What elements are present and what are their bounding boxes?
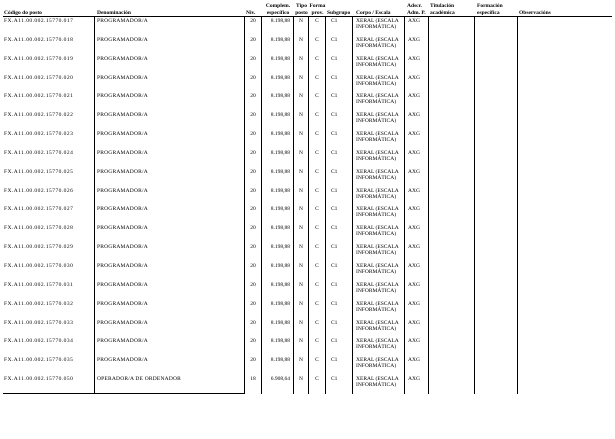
cell-formacion: [475, 187, 518, 206]
cell-subgrupo: C1: [326, 92, 353, 111]
cell-adscr: AXG: [405, 74, 429, 93]
cell-formacion: [475, 149, 518, 168]
cell-tipo: N: [294, 205, 309, 224]
cell-subgrupo: C1: [326, 300, 353, 319]
cell-formacion: [475, 262, 518, 281]
cell-titulacion: [429, 243, 475, 262]
cell-complem: 8.198,88: [262, 36, 294, 55]
cell-subgrupo: C1: [326, 356, 353, 375]
cell-tipo: N: [294, 375, 309, 394]
cell-tipo: N: [294, 319, 309, 338]
cell-complem: 8.198,88: [262, 111, 294, 130]
cell-corpo-escala: XERAL (ESCALA INFORMÁTICA): [353, 281, 405, 300]
header-line2: académica: [430, 9, 455, 16]
table-header: [3, 1, 612, 17]
cell-formacion: [475, 205, 518, 224]
header-line1: Complem.: [265, 3, 291, 9]
table-row: [3, 375, 612, 394]
cell-denominacion: PROGRAMADOR/A: [95, 224, 245, 243]
table-row: [3, 55, 612, 74]
table-row: [3, 36, 612, 55]
cell-corpo-escala: XERAL (ESCALA INFORMÁTICA): [353, 187, 405, 206]
cell-titulacion: [429, 337, 475, 356]
cell-corpo-escala: XERAL (ESCALA INFORMÁTICA): [353, 356, 405, 375]
header-line2: Subgrupo: [327, 9, 351, 16]
cell-observacions: [518, 74, 612, 93]
cell-niv: 20: [245, 243, 262, 262]
cell-titulacion: [429, 356, 475, 375]
cell-titulacion: [429, 74, 475, 93]
header-tipo-posto: [294, 3, 309, 16]
cell-observacions: [518, 262, 612, 281]
cell-subgrupo: C1: [326, 17, 353, 36]
table-row: [3, 168, 612, 187]
cell-niv: 20: [245, 17, 262, 36]
header-line1: Formación: [477, 3, 503, 9]
cell-adscr: AXG: [405, 224, 429, 243]
cell-adscr: AXG: [405, 130, 429, 149]
cell-tipo: N: [294, 17, 309, 36]
cell-subgrupo: C1: [326, 55, 353, 74]
cell-titulacion: [429, 224, 475, 243]
cell-tipo: N: [294, 55, 309, 74]
header-line2: Denominación: [97, 9, 131, 16]
cell-observacions: [518, 281, 612, 300]
cell-titulacion: [429, 205, 475, 224]
cell-adscr: AXG: [405, 187, 429, 206]
cell-complem: 8.198,88: [262, 17, 294, 36]
cell-denominacion: PROGRAMADOR/A: [95, 281, 245, 300]
cell-corpo-escala: XERAL (ESCALA INFORMÁTICA): [353, 168, 405, 187]
cell-tipo: N: [294, 243, 309, 262]
cell-codigo: FX.A11.00.002.15770.034: [3, 337, 95, 356]
cell-forma: C: [309, 187, 326, 206]
cell-adscr: AXG: [405, 337, 429, 356]
cell-adscr: AXG: [405, 262, 429, 281]
cell-forma: C: [309, 130, 326, 149]
cell-niv: 20: [245, 111, 262, 130]
cell-niv: 20: [245, 168, 262, 187]
cell-corpo-escala: XERAL (ESCALA INFORMÁTICA): [353, 111, 405, 130]
header-forma-provision: [309, 3, 326, 16]
cell-corpo-escala: XERAL (ESCALA INFORMÁTICA): [353, 224, 405, 243]
header-nivel: [245, 10, 262, 17]
cell-subgrupo: C1: [326, 74, 353, 93]
cell-titulacion: [429, 319, 475, 338]
cell-niv: 20: [245, 187, 262, 206]
cell-formacion: [475, 375, 518, 394]
table-bottom-rule: [3, 393, 245, 394]
cell-tipo: N: [294, 111, 309, 130]
cell-titulacion: [429, 262, 475, 281]
cell-codigo: FX.A11.00.002.15770.020: [3, 74, 95, 93]
cell-codigo: FX.A11.00.002.15770.028: [3, 224, 95, 243]
cell-adscr: AXG: [405, 149, 429, 168]
cell-forma: C: [309, 74, 326, 93]
cell-niv: 20: [245, 205, 262, 224]
table-row: [3, 356, 612, 375]
cell-forma: C: [309, 168, 326, 187]
cell-titulacion: [429, 300, 475, 319]
header-line2: Corpo / Escala: [356, 9, 391, 16]
header-codigo: [3, 10, 95, 17]
cell-denominacion: PROGRAMADOR/A: [95, 262, 245, 281]
cell-formacion: [475, 130, 518, 149]
cell-titulacion: [429, 168, 475, 187]
cell-observacions: [518, 36, 612, 55]
cell-niv: 20: [245, 224, 262, 243]
cell-forma: C: [309, 17, 326, 36]
cell-observacions: [518, 55, 612, 74]
cell-titulacion: [429, 36, 475, 55]
cell-observacions: [518, 168, 612, 187]
cell-denominacion: PROGRAMADOR/A: [95, 319, 245, 338]
header-line2: posto: [295, 9, 308, 16]
table-row: [3, 187, 612, 206]
cell-titulacion: [429, 111, 475, 130]
cell-observacions: [518, 130, 612, 149]
cell-formacion: [475, 337, 518, 356]
cell-forma: C: [309, 281, 326, 300]
cell-denominacion: PROGRAMADOR/A: [95, 55, 245, 74]
cell-complem: 8.198,88: [262, 149, 294, 168]
cell-formacion: [475, 243, 518, 262]
cell-complem: 8.198,88: [262, 55, 294, 74]
cell-formacion: [475, 92, 518, 111]
cell-denominacion: PROGRAMADOR/A: [95, 17, 245, 36]
cell-formacion: [475, 224, 518, 243]
cell-forma: C: [309, 111, 326, 130]
cell-tipo: N: [294, 224, 309, 243]
cell-codigo: FX.A11.00.002.15770.019: [3, 55, 95, 74]
table-body: [3, 17, 612, 394]
header-line1: Titulación: [430, 3, 455, 9]
table-row: [3, 319, 612, 338]
cell-subgrupo: C1: [326, 281, 353, 300]
cell-formacion: [475, 300, 518, 319]
cell-complem: 6.908,64: [262, 375, 294, 394]
cell-forma: C: [309, 356, 326, 375]
cell-denominacion: PROGRAMADOR/A: [95, 243, 245, 262]
cell-adscr: AXG: [405, 243, 429, 262]
cell-observacions: [518, 149, 612, 168]
cell-adscr: AXG: [405, 319, 429, 338]
table-row: [3, 17, 612, 36]
cell-adscr: AXG: [405, 168, 429, 187]
cell-observacions: [518, 243, 612, 262]
header-subgrupo: [326, 10, 353, 17]
cell-complem: 8.198,88: [262, 205, 294, 224]
cell-titulacion: [429, 149, 475, 168]
cell-forma: C: [309, 149, 326, 168]
cell-observacions: [518, 111, 612, 130]
cell-complem: 8.198,88: [262, 187, 294, 206]
cell-forma: C: [309, 205, 326, 224]
cell-formacion: [475, 74, 518, 93]
cell-complem: 8.198,88: [262, 74, 294, 93]
cell-denominacion: PROGRAMADOR/A: [95, 168, 245, 187]
cell-forma: C: [309, 262, 326, 281]
cell-niv: 18: [245, 375, 262, 394]
cell-niv: 20: [245, 92, 262, 111]
cell-codigo: FX.A11.00.002.15770.022: [3, 111, 95, 130]
cell-formacion: [475, 319, 518, 338]
cell-subgrupo: C1: [326, 243, 353, 262]
cell-adscr: AXG: [405, 55, 429, 74]
cell-codigo: FX.A11.00.002.15770.017: [3, 17, 95, 36]
cell-codigo: FX.A11.00.002.15770.024: [3, 149, 95, 168]
cell-formacion: [475, 281, 518, 300]
table-row: [3, 281, 612, 300]
header-observacions: [518, 10, 612, 17]
cell-subgrupo: C1: [326, 111, 353, 130]
cell-denominacion: PROGRAMADOR/A: [95, 337, 245, 356]
cell-complem: 8.198,88: [262, 300, 294, 319]
cell-observacions: [518, 224, 612, 243]
cell-codigo: FX.A11.00.002.15770.033: [3, 319, 95, 338]
cell-tipo: N: [294, 36, 309, 55]
cell-titulacion: [429, 92, 475, 111]
cell-forma: C: [309, 224, 326, 243]
cell-tipo: N: [294, 149, 309, 168]
cell-tipo: N: [294, 356, 309, 375]
cell-adscr: AXG: [405, 92, 429, 111]
cell-codigo: FX.A11.00.002.15770.025: [3, 168, 95, 187]
cell-subgrupo: C1: [326, 36, 353, 55]
cell-observacions: [518, 356, 612, 375]
posts-table: [3, 1, 612, 394]
cell-adscr: AXG: [405, 375, 429, 394]
cell-corpo-escala: XERAL (ESCALA INFORMÁTICA): [353, 92, 405, 111]
cell-corpo-escala: XERAL (ESCALA INFORMÁTICA): [353, 205, 405, 224]
cell-denominacion: PROGRAMADOR/A: [95, 111, 245, 130]
cell-subgrupo: C1: [326, 319, 353, 338]
cell-codigo: FX.A11.00.002.15770.050: [3, 375, 95, 394]
cell-titulacion: [429, 130, 475, 149]
cell-titulacion: [429, 375, 475, 394]
cell-tipo: N: [294, 74, 309, 93]
cell-niv: 20: [245, 300, 262, 319]
table-row: [3, 92, 612, 111]
cell-corpo-escala: XERAL (ESCALA INFORMÁTICA): [353, 17, 405, 36]
header-line2: Observacións: [519, 9, 551, 16]
cell-denominacion: PROGRAMADOR/A: [95, 205, 245, 224]
cell-forma: C: [309, 36, 326, 55]
table-row: [3, 300, 612, 319]
cell-complem: 8.198,88: [262, 319, 294, 338]
cell-tipo: N: [294, 337, 309, 356]
header-line2: Niv.: [246, 9, 256, 16]
cell-corpo-escala: XERAL (ESCALA INFORMÁTICA): [353, 36, 405, 55]
cell-observacions: [518, 375, 612, 394]
cell-subgrupo: C1: [326, 187, 353, 206]
cell-niv: 20: [245, 319, 262, 338]
cell-complem: 8.198,88: [262, 262, 294, 281]
cell-formacion: [475, 55, 518, 74]
cell-titulacion: [429, 281, 475, 300]
cell-codigo: FX.A11.00.002.15770.023: [3, 130, 95, 149]
header-line2: Código do posto: [4, 9, 42, 16]
cell-tipo: N: [294, 281, 309, 300]
header-formacion-especifica: [475, 3, 518, 16]
header-line1: Forma: [309, 3, 326, 9]
cell-forma: C: [309, 337, 326, 356]
cell-denominacion: PROGRAMADOR/A: [95, 300, 245, 319]
header-corpo-escala: [353, 10, 405, 17]
cell-codigo: FX.A11.00.002.15770.035: [3, 356, 95, 375]
cell-complem: 8.198,88: [262, 224, 294, 243]
cell-titulacion: [429, 17, 475, 36]
cell-complem: 8.198,88: [262, 281, 294, 300]
table-row: [3, 149, 612, 168]
cell-formacion: [475, 168, 518, 187]
cell-formacion: [475, 356, 518, 375]
table-row: [3, 205, 612, 224]
cell-niv: 20: [245, 356, 262, 375]
cell-codigo: FX.A11.00.002.15770.021: [3, 92, 95, 111]
cell-adscr: AXG: [405, 205, 429, 224]
cell-tipo: N: [294, 92, 309, 111]
cell-corpo-escala: XERAL (ESCALA INFORMÁTICA): [353, 375, 405, 394]
table-row: [3, 224, 612, 243]
cell-complem: 8.198,88: [262, 243, 294, 262]
cell-subgrupo: C1: [326, 130, 353, 149]
cell-subgrupo: C1: [326, 168, 353, 187]
cell-corpo-escala: XERAL (ESCALA INFORMÁTICA): [353, 55, 405, 74]
cell-tipo: N: [294, 300, 309, 319]
cell-corpo-escala: XERAL (ESCALA INFORMÁTICA): [353, 262, 405, 281]
cell-subgrupo: C1: [326, 262, 353, 281]
cell-observacions: [518, 205, 612, 224]
cell-adscr: AXG: [405, 281, 429, 300]
table-row: [3, 130, 612, 149]
cell-denominacion: PROGRAMADOR/A: [95, 74, 245, 93]
cell-denominacion: PROGRAMADOR/A: [95, 36, 245, 55]
cell-forma: C: [309, 300, 326, 319]
header-line1: Tipo: [296, 3, 307, 9]
cell-niv: 20: [245, 337, 262, 356]
cell-subgrupo: C1: [326, 149, 353, 168]
cell-complem: 8.198,88: [262, 337, 294, 356]
cell-forma: C: [309, 319, 326, 338]
cell-denominacion: PROGRAMADOR/A: [95, 130, 245, 149]
cell-corpo-escala: XERAL (ESCALA INFORMÁTICA): [353, 130, 405, 149]
cell-niv: 20: [245, 130, 262, 149]
header-line2: específica: [477, 9, 500, 16]
header-line2: Adm. P.: [407, 9, 426, 16]
header-adscricion-adm: [405, 3, 429, 16]
cell-codigo: FX.A11.00.002.15770.031: [3, 281, 95, 300]
cell-complem: 8.198,88: [262, 168, 294, 187]
cell-corpo-escala: XERAL (ESCALA INFORMÁTICA): [353, 300, 405, 319]
cell-denominacion: OPERADOR/A DE ORDENADOR: [95, 375, 245, 394]
cell-tipo: N: [294, 187, 309, 206]
cell-titulacion: [429, 55, 475, 74]
cell-observacions: [518, 300, 612, 319]
cell-formacion: [475, 17, 518, 36]
cell-subgrupo: C1: [326, 224, 353, 243]
cell-forma: C: [309, 375, 326, 394]
header-titulacion-academica: [429, 3, 475, 16]
cell-codigo: FX.A11.00.002.15770.032: [3, 300, 95, 319]
header-line1: Adscr.: [407, 3, 422, 9]
cell-codigo: FX.A11.00.002.15770.026: [3, 187, 95, 206]
cell-forma: C: [309, 55, 326, 74]
cell-niv: 20: [245, 281, 262, 300]
cell-titulacion: [429, 187, 475, 206]
cell-subgrupo: C1: [326, 375, 353, 394]
cell-tipo: N: [294, 262, 309, 281]
cell-corpo-escala: XERAL (ESCALA INFORMÁTICA): [353, 149, 405, 168]
cell-complem: 8.198,88: [262, 356, 294, 375]
cell-subgrupo: C1: [326, 205, 353, 224]
table-row: [3, 262, 612, 281]
cell-codigo: FX.A11.00.002.15770.029: [3, 243, 95, 262]
cell-formacion: [475, 111, 518, 130]
table-row: [3, 111, 612, 130]
header-denominacion: [95, 10, 245, 17]
cell-corpo-escala: XERAL (ESCALA INFORMÁTICA): [353, 319, 405, 338]
header-line2: prov.: [311, 9, 324, 16]
cell-corpo-escala: XERAL (ESCALA INFORMÁTICA): [353, 74, 405, 93]
cell-tipo: N: [294, 130, 309, 149]
cell-adscr: AXG: [405, 111, 429, 130]
cell-tipo: N: [294, 168, 309, 187]
cell-corpo-escala: XERAL (ESCALA INFORMÁTICA): [353, 337, 405, 356]
cell-observacions: [518, 17, 612, 36]
cell-niv: 20: [245, 55, 262, 74]
header-line2: específico: [266, 9, 290, 16]
table-row: [3, 337, 612, 356]
cell-denominacion: PROGRAMADOR/A: [95, 187, 245, 206]
cell-adscr: AXG: [405, 17, 429, 36]
cell-niv: 20: [245, 74, 262, 93]
cell-adscr: AXG: [405, 36, 429, 55]
cell-subgrupo: C1: [326, 337, 353, 356]
cell-forma: C: [309, 92, 326, 111]
cell-niv: 20: [245, 36, 262, 55]
cell-adscr: AXG: [405, 356, 429, 375]
cell-corpo-escala: XERAL (ESCALA INFORMÁTICA): [353, 243, 405, 262]
cell-niv: 20: [245, 262, 262, 281]
cell-observacions: [518, 187, 612, 206]
cell-adscr: AXG: [405, 300, 429, 319]
cell-niv: 20: [245, 149, 262, 168]
cell-complem: 8.198,88: [262, 130, 294, 149]
cell-observacions: [518, 337, 612, 356]
cell-codigo: FX.A11.00.002.15770.027: [3, 205, 95, 224]
table-row: [3, 74, 612, 93]
cell-denominacion: PROGRAMADOR/A: [95, 149, 245, 168]
cell-observacions: [518, 92, 612, 111]
cell-formacion: [475, 36, 518, 55]
cell-complem: 8.198,88: [262, 92, 294, 111]
cell-codigo: FX.A11.00.002.15770.030: [3, 262, 95, 281]
cell-denominacion: PROGRAMADOR/A: [95, 92, 245, 111]
cell-observacions: [518, 319, 612, 338]
table-row: [3, 243, 612, 262]
cell-denominacion: PROGRAMADOR/A: [95, 356, 245, 375]
cell-forma: C: [309, 243, 326, 262]
header-complemento-especifico: [262, 3, 294, 16]
cell-codigo: FX.A11.00.002.15770.018: [3, 36, 95, 55]
